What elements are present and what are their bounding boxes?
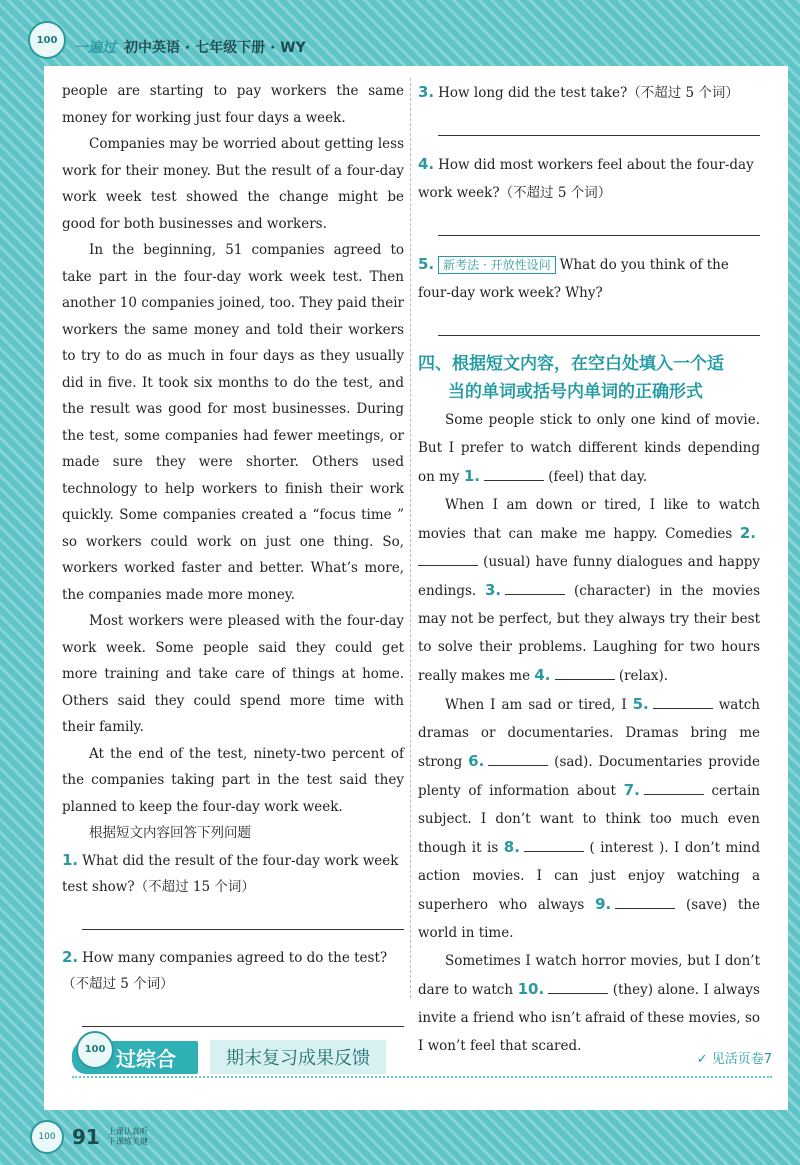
paragraph: In the beginning, 51 companies agreed to take part in the four-day work week test. Then another 10 companies joined, too. They paid their workers the same money and told their workers to try to do as much in four days as they usually did in five. It took six months to do the test, and the result was good for most businesses. During the test, some companies had fewer meetings, or made sure they were shorter. Others used technology to help workers to finish their work quickly. Some companies created a “focus time ” so workers could work on just one thing. So, workers worked faster and better. What’s more, the companies made more money. xyxy=(62,242,404,603)
answer-line-5[interactable] xyxy=(438,313,760,336)
paragraph: people are starting to pay workers the same money for working just four days a week. xyxy=(62,83,404,126)
question-text: What do you think of the four-day work week? Why? xyxy=(418,257,729,301)
blank-6[interactable] xyxy=(488,751,548,766)
cloze-paragraph-1 xyxy=(418,406,760,491)
blank-9[interactable] xyxy=(615,894,675,909)
cloze-paragraph-3 xyxy=(418,690,760,947)
blank-number: 4. xyxy=(534,666,551,684)
question-number: 3. xyxy=(418,83,435,101)
mascot-icon: 100 xyxy=(30,1120,64,1154)
blank-number: 6. xyxy=(468,752,485,770)
band-label-text: 过综合 xyxy=(116,1046,176,1071)
question-text: What did the result of the four-day work week test show?（不超过 15 个词） xyxy=(62,852,399,895)
blank-number: 2. xyxy=(739,524,756,542)
book-title: 初中英语 · 七年级下册 · WY xyxy=(124,40,306,56)
blank-7[interactable] xyxy=(644,780,704,795)
see-also-link[interactable]: ✓ 见活页卷7 xyxy=(696,1051,772,1067)
section-title-line: 当的单词或括号内单词的正确形式 xyxy=(448,382,703,402)
paragraph: Companies may be worried about getting less work for their money. But the result of a four-day work week test showed the change might be good for both businesses and workers. xyxy=(62,136,404,232)
question-4 xyxy=(418,150,760,207)
blank-8[interactable] xyxy=(524,837,584,852)
blank-number: 1. xyxy=(463,467,480,485)
brand-logo-icon: 100 xyxy=(28,21,66,59)
blank-2[interactable] xyxy=(418,551,478,566)
left-column xyxy=(62,78,404,1041)
footer-band xyxy=(72,1038,772,1078)
cloze-text: ( interest ). I don’t mind action movies. I can just enjoy watching a superhero who always xyxy=(418,840,760,913)
section-title-line: 四、根据短文内容，在空白处填入一个适 xyxy=(418,354,724,374)
blank-number: 7. xyxy=(623,781,640,799)
question-3 xyxy=(418,78,760,107)
page-header xyxy=(28,36,306,58)
blank-4[interactable] xyxy=(555,665,615,680)
column-divider xyxy=(410,78,411,998)
question-5 xyxy=(418,250,760,307)
right-column xyxy=(418,78,760,1060)
answer-line-2[interactable] xyxy=(82,1004,404,1027)
blank-3[interactable] xyxy=(505,580,565,595)
cloze-text: (sad). Documentaries provide plenty of information about xyxy=(418,754,760,799)
question-number: 2. xyxy=(62,947,79,966)
cloze-text: certain subject. I don’t want to think too much even though it is xyxy=(418,783,760,856)
question-text: How did most workers feel about the four-day work week?（不超过 5 个词） xyxy=(418,157,754,201)
cloze-text: watch dramas or documentaries. Dramas bring me strong xyxy=(418,697,760,770)
question-2 xyxy=(62,944,404,998)
cloze-text: Some people stick to only one kind of movie. But I prefer to watch different kinds depending on my xyxy=(418,412,760,485)
question-text: How long did the test take?（不超过 5 个词） xyxy=(438,85,739,101)
page-number: 91 xyxy=(72,1125,100,1149)
blank-number: 3. xyxy=(485,581,502,599)
cloze-text: When I am sad or tired, I xyxy=(445,697,627,713)
blank-number: 8. xyxy=(503,838,520,856)
cloze-text: (relax). xyxy=(618,668,669,684)
paragraph: At the end of the test, ninety-two percent of the companies taking part in the test said they planned to keep the four-day work week. xyxy=(62,745,404,815)
question-number: 4. xyxy=(418,155,435,173)
cloze-text: When I am down or tired, I like to watch movies that can make me happy. Comedies xyxy=(418,497,760,542)
slogan: 上课认真听 下课练关键 xyxy=(107,1127,148,1146)
answer-line-1[interactable] xyxy=(82,907,404,930)
question-tag: 新考法 · 开放性设问 xyxy=(438,256,555,274)
cloze-text: (save) the world in time. xyxy=(418,897,760,941)
brand-name: 一遍过 xyxy=(74,40,116,56)
question-number: 5. xyxy=(418,255,435,273)
see-also-text: 见活页卷7 xyxy=(711,1051,772,1067)
paragraph: Most workers were pleased with the four-day work week. Some people said they could get more training and take care of things at home. Others said they could spend more time with their family. xyxy=(62,613,404,735)
band-label xyxy=(72,1041,198,1074)
question-text: How many companies agreed to do the test?（不超过 5 个词） xyxy=(62,949,388,992)
blank-number: 10. xyxy=(517,980,545,998)
instruction: 根据短文内容回答下列问题 xyxy=(89,825,251,841)
band-title: 期末复习成果反馈 xyxy=(210,1040,386,1074)
section-title xyxy=(418,350,760,406)
question-1 xyxy=(62,847,404,901)
cloze-text: (usual) have funny dialogues and happy endings. xyxy=(418,554,760,599)
cloze-text: (they) alone. I always invite a friend who isn’t afraid of these movies, so I won’t feel that scared. xyxy=(418,982,760,1054)
cloze-text: Sometimes I watch horror movies, but I don’t dare to watch xyxy=(418,953,760,998)
blank-5[interactable] xyxy=(653,694,713,709)
blank-number: 9. xyxy=(595,895,612,913)
question-number: 1. xyxy=(62,850,79,869)
cloze-text: (character) in the movies may not be perfect, but they always try their best to solve their problems. Laughing for two hours really makes me xyxy=(418,583,760,684)
blank-10[interactable] xyxy=(548,979,608,994)
cloze-text: (feel) that day. xyxy=(548,469,648,485)
blank-number: 5. xyxy=(632,695,649,713)
mascot-icon: 100 xyxy=(76,1031,114,1069)
blank-1[interactable] xyxy=(484,466,544,481)
answer-line-3[interactable] xyxy=(438,113,760,136)
page-footer xyxy=(30,1120,156,1154)
cloze-paragraph-2 xyxy=(418,491,760,690)
answer-line-4[interactable] xyxy=(438,213,760,236)
